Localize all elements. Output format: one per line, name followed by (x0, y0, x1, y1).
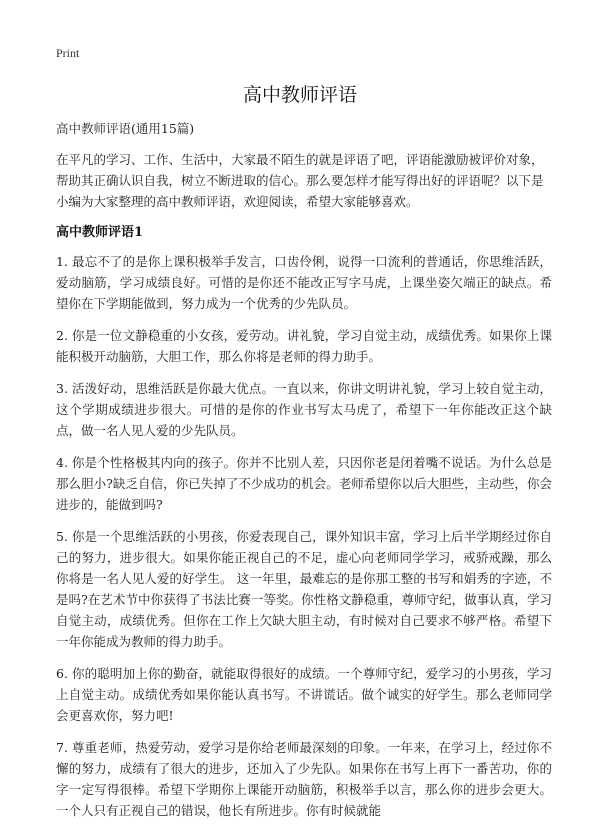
print-link[interactable]: Print (56, 46, 80, 60)
comment-entry-6: 6. 你的聪明加上你的勤奋，就能取得很好的成绩。一个尊师守纪，爱学习的小男孩，学习上自觉主动。成绩优秀如果你能认真书写。不讲谎话。做个诚实的好学生。那么老师同学会更喜欢你，努力吧! (56, 666, 552, 723)
comment-entry-1: 1. 最忘不了的是你上课积极举手发言，口齿伶俐，说得一口流利的普通话，你思维活跃，爱动脑筋，学习成绩良好。可惜的是你还不能改正写字马虎，上课坐姿欠端正的缺点。希望你在下学期能做到，努力成为一个优秀的少先队员。 (56, 254, 552, 311)
section-heading: 高中教师评语1 (56, 225, 144, 240)
comment-entry-5: 5. 你是一个思维活跃的小男孩，你爱表现自己，课外知识丰富，学习上后半学期经过你自己的努力，进步很大。如果你能正视自己的不足，虚心向老师同学学习，戒骄戒躁，那么你将是一名人见人爱的好学生。 这一年里，最难忘的是你那工整的书写和娟秀的字迹，不是吗?在艺术节中你获得了书法比赛一等奖。你性格文静稳重，尊师守纪，做事认真，学习自觉主动，成绩优秀。但你在工作上欠缺大胆主动，有时候对自己要求不够严格。希望下一年你能成为教师的得力助手。 (56, 529, 552, 649)
article-body (56, 118, 552, 832)
comment-entry-2: 2. 你是一位文静稳重的小女孩，爱劳动。讲礼貌，学习自觉主动，成绩优秀。如果你上课能积极开动脑筋，大胆工作，那么你将是老师的得力助手。 (56, 328, 552, 364)
comment-entry-4: 4. 你是个性格极其内向的孩子。你并不比别人差，只因你老是闭着嘴不说话。为什么总是那么胆小?缺乏自信，你已失掉了不少成功的机会。老师希望你以后大胆些，主动些，你会进步的，能做到吗? (56, 455, 552, 512)
comment-entry-3: 3. 活泼好动，思维活跃是你最大优点。一直以来，你讲文明讲礼貌，学习上较自觉主动，这个学期成绩进步很大。可惜的是你的作业书写太马虎了，希望下一年你能改正这个缺 点，做一名人见人爱的少先队员。 (56, 381, 552, 438)
comment-entry-7: 7. 尊重老师，热爱劳动，爱学习是你给老师最深刻的印象。一年来，在学习上，经过你不懈的努力，成绩有了很大的进步，还加入了少先队。如果你在书写上再下一番苦功，你的字一定写得很棒。希望下学期你上课能开动脑筋，积极举手以言，那么你的进步会更大。 一个人只有正视自己的错误，他长有所进步。你有时候就能 (56, 740, 552, 818)
intro-paragraph: 在平凡的学习、工作、生活中，大家最不陌生的就是评语了吧，评语能激励被评价对象，帮助其正确认识自我，树立不断进取的信心。那么要怎样才能写得出好的评语呢？以下是小编为大家整理的高中教师评语，欢迎阅读，希望大家能够喜欢。 (56, 152, 544, 209)
page-title: 高中教师评语 (242, 84, 357, 106)
article-subtitle: 高中教师评语(通用15篇) (56, 121, 195, 136)
